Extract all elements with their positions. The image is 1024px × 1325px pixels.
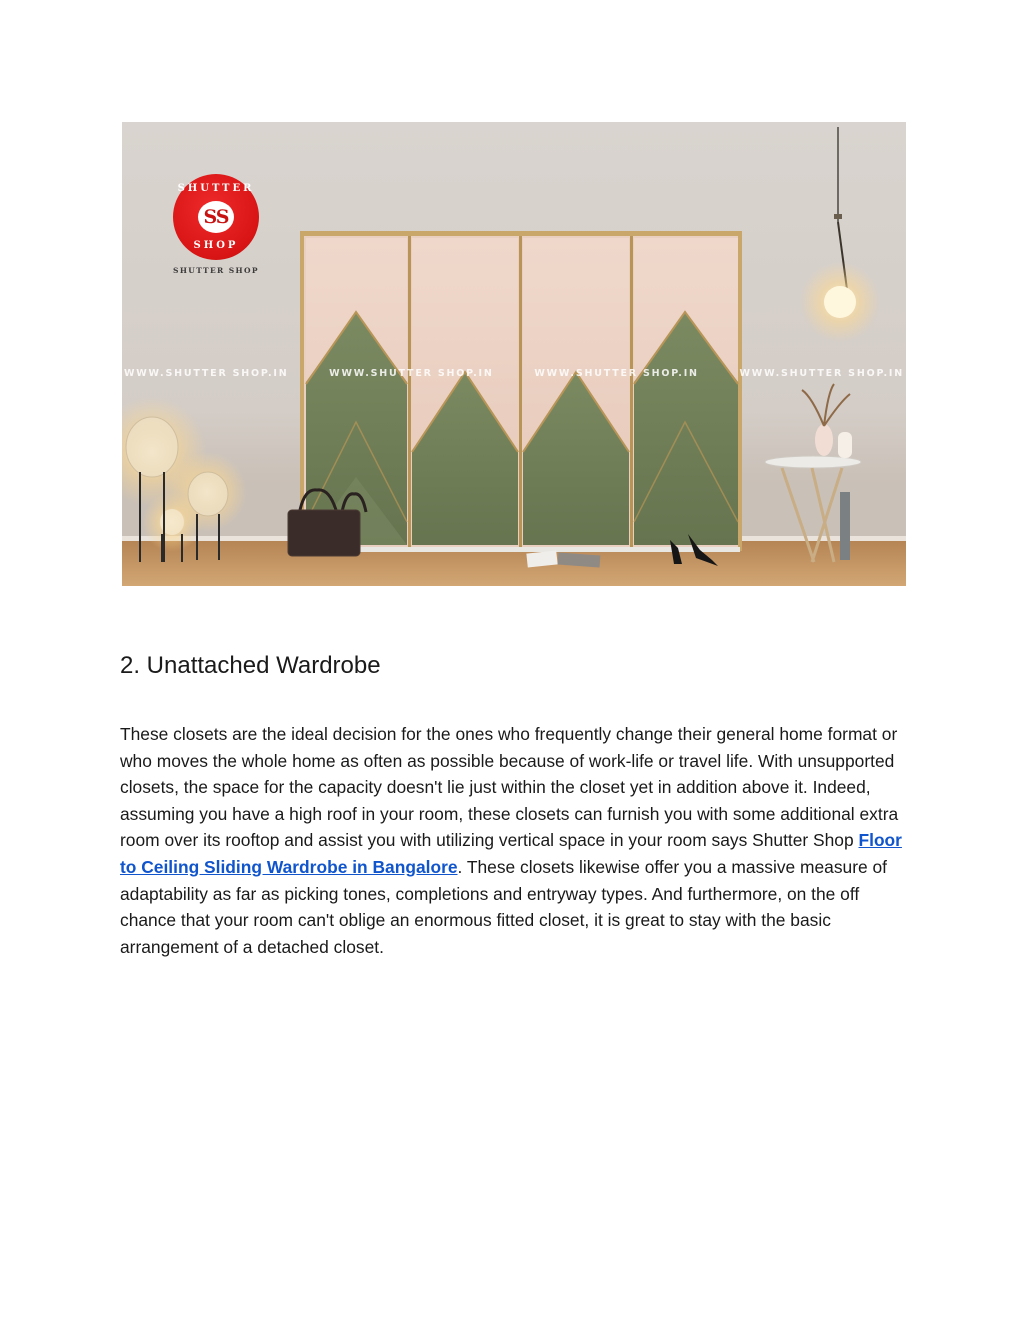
shutter-shop-logo (166, 174, 266, 275)
logo-monogram: SS (198, 201, 234, 233)
watermark-text: WWW.SHUTTER SHOP.IN (534, 368, 699, 379)
wardrobe-hero-image (122, 122, 906, 586)
logo-seal (173, 174, 259, 260)
logo-bottom-text: SHOP (193, 240, 239, 251)
pendant-lamp (800, 127, 880, 342)
paragraph-text-after-link: . These closets likewise offer you a massive measure of adaptability as far as picking tones, completions and entryway types. And furthermore, on the off chance that your room can't oblige an enormous fitted closet, it is great to stay with the basic arrangement of a detached closet. (120, 856, 888, 957)
logo-caption: SHUTTER SHOP (173, 266, 259, 275)
sliding-wardrobe (300, 231, 742, 552)
sliding-wardrobe-link[interactable]: Floor to Ceiling Sliding Wardrobe in Bangalore (120, 830, 902, 877)
section-heading: 2. Unattached Wardrobe (120, 652, 381, 679)
watermark-text: WWW.SHUTTER SHOP.IN (329, 368, 494, 379)
watermark-text: WWW.SHUTTER SHOP.IN (124, 368, 289, 379)
watermark-strip (122, 368, 906, 379)
paragraph-text-before-link: These closets are the ideal decision for the ones who frequently change their general home format or who moves the whole home as often as possible because of work-life or travel life. With unsupported closets, the space for the capacity doesn't lie just within the closet yet in addition above it. Indeed, assuming you have a high roof in your room, these closets can furnish you with some additional extra room over its rooftop and assist you with utilizing vertical space in your room says Shutter Shop (120, 724, 899, 851)
logo-top-text: SHUTTER (177, 183, 255, 194)
watermark-text: WWW.SHUTTER SHOP.IN (739, 368, 904, 379)
section-paragraph (120, 721, 920, 960)
side-table (765, 384, 861, 562)
